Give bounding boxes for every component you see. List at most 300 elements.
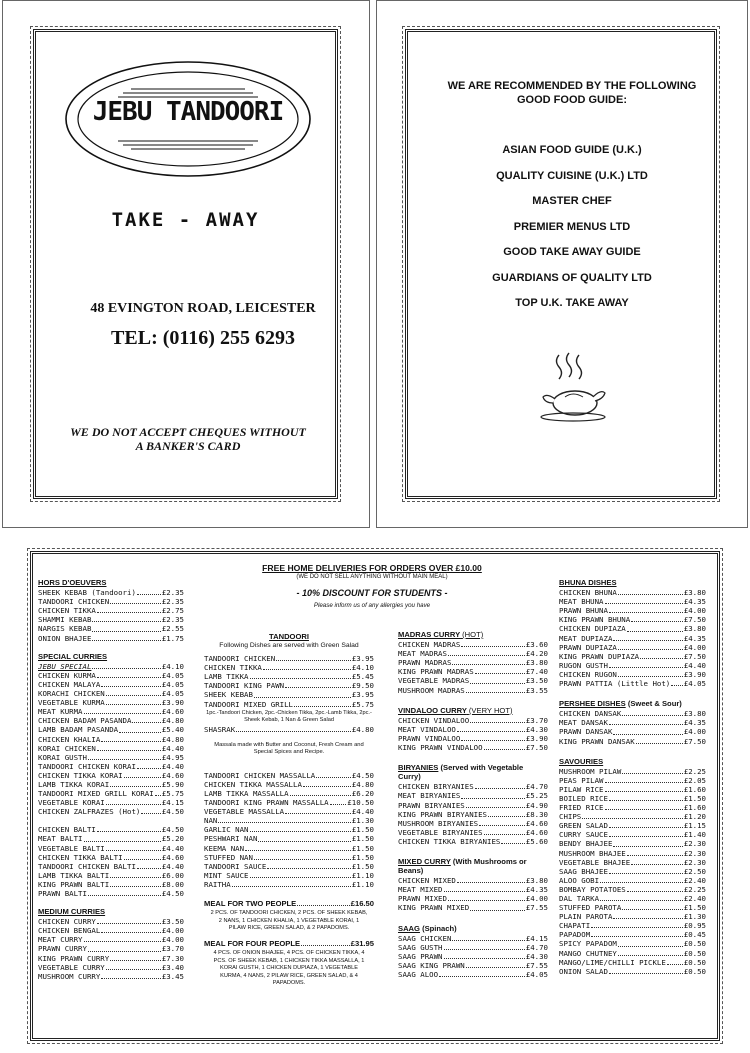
dotted-leader — [484, 828, 525, 835]
menu-item — [559, 794, 706, 803]
menu-item-name: PEAS PILAW — [559, 775, 604, 785]
menu-item-price: £4.05 — [161, 689, 184, 699]
section-title-tandoori: TANDOORI — [269, 632, 309, 641]
menu-item — [559, 615, 706, 624]
menu-item-name: TANDOORI MIXED GRILL — [204, 699, 293, 709]
dotted-leader — [461, 734, 524, 741]
menu-item — [559, 921, 706, 930]
menu-item-price: £5.25 — [525, 791, 548, 801]
menu-item — [559, 912, 706, 921]
cheque-notice — [43, 425, 333, 453]
menu-item — [38, 972, 184, 981]
menu-item-price: £5.20 — [161, 834, 184, 844]
menu-item — [559, 661, 706, 670]
telephone: TEL: (0116) 255 6293 — [111, 327, 295, 349]
menu-item-name: JEBU SPECIAL — [38, 661, 92, 671]
menu-item-name: MANGO/LIME/CHILLI PICKLE — [559, 957, 666, 967]
menu-item — [559, 867, 706, 876]
menu-item-price: £0.50 — [683, 957, 706, 967]
menu-item — [38, 954, 184, 963]
menu-item-name: TANDOORI CHICKEN KORAI — [38, 761, 136, 771]
menu-item — [398, 828, 548, 837]
guide-item: GOOD TAKE AWAY GUIDE — [503, 246, 641, 258]
menu-item-name: KING PRAWN VINDALOO — [398, 743, 483, 753]
saag-list — [398, 934, 548, 979]
menu-item-price: £4.05 — [525, 970, 548, 979]
menu-item — [559, 830, 706, 839]
menu-item — [38, 963, 184, 972]
menu-item — [559, 821, 706, 830]
menu-item — [559, 885, 706, 894]
menu-item — [204, 654, 374, 663]
menu-item-price: £1.10 — [351, 870, 374, 880]
menu-item — [204, 825, 374, 834]
menu-item-price: £2.30 — [683, 857, 706, 867]
dotted-leader — [232, 880, 351, 887]
menu-item — [38, 698, 184, 707]
massala-list — [204, 771, 374, 889]
menu-item — [559, 670, 706, 679]
menu-item-name: SAAG BHAJEE — [559, 866, 608, 876]
menu-item-name: CHAPATI — [559, 921, 591, 931]
menu-item-name: CHICKEN TIKKA — [204, 663, 262, 673]
allergy-notice: Please inform us of any allergies you have — [313, 602, 431, 609]
dotted-leader — [484, 743, 525, 750]
menu-item — [559, 939, 706, 948]
menu-item-price: £4.70 — [525, 782, 548, 792]
dotted-leader — [470, 716, 525, 723]
menu-item-name: STUFFED NAN — [204, 852, 253, 862]
menu-item-name: GARLIC NAN — [204, 825, 249, 835]
menu-item-name: BOILED RICE — [559, 793, 608, 803]
dotted-leader — [448, 649, 525, 656]
menu-item — [398, 734, 548, 743]
menu-item-price: £2.25 — [683, 766, 706, 776]
dotted-leader — [285, 807, 351, 814]
dotted-leader — [609, 661, 683, 668]
menu-item-name: KING PRAWN BIRYANIES — [398, 809, 487, 819]
menu-item-name: TANDOORI CHICKEN BALTI — [38, 861, 136, 871]
menu-item-price: £2.55 — [161, 624, 184, 634]
dotted-leader — [88, 889, 161, 896]
menu-item-price: £0.95 — [683, 921, 706, 931]
menu-item-price: £5.40 — [161, 725, 184, 735]
menu-item — [204, 816, 374, 825]
dotted-leader — [636, 737, 683, 744]
menu-item-name: MUSHROOM CURRY — [38, 971, 101, 981]
menu-item — [38, 853, 184, 862]
delivery-title: FREE HOME DELIVERIES FOR ORDERS OVER £10.00 — [262, 563, 482, 573]
menu-item — [38, 789, 184, 798]
menu-item — [559, 624, 706, 633]
dotted-leader — [618, 588, 683, 595]
menu-item-name: ALOO GOBI — [559, 875, 600, 885]
menu-item-name: ONION SALAD — [559, 966, 608, 976]
menu-item-price: £3.50 — [525, 676, 548, 686]
menu-item — [559, 767, 706, 776]
menu-item-name: DAL TARKA — [559, 894, 600, 903]
takeaway-title: TAKE - AWAY — [111, 209, 260, 231]
menu-item-name: PRAWN VINDALOO — [398, 733, 461, 743]
menu-item-name: KING PRAWN BALTI — [38, 879, 110, 889]
menu-item-price: £4.35 — [683, 718, 706, 728]
menu-item — [38, 798, 184, 807]
menu-item-name: VEGETABLE KURMA — [38, 698, 105, 708]
menu-item-name: KING PRAWN DANSAK — [559, 736, 635, 746]
dotted-leader — [137, 862, 161, 869]
menu-item — [559, 894, 706, 903]
menu-item — [38, 926, 184, 935]
menu-item — [38, 862, 184, 871]
menu-item-price: £4.40 — [161, 761, 184, 771]
menu-item-price: £3.80 — [683, 624, 706, 634]
menu-item — [204, 834, 374, 843]
bhuna-list — [559, 588, 706, 688]
dotted-leader — [667, 958, 683, 965]
menu-item — [38, 615, 184, 624]
menu-item — [559, 709, 706, 718]
menu-item-price: £4.30 — [525, 724, 548, 734]
menu-item-name: SPICY PAPADOM — [559, 939, 617, 949]
guide-heading — [417, 79, 727, 107]
menu-item — [38, 680, 184, 689]
menu-item-name: MEAT VINDALOO — [398, 724, 456, 734]
menu-item-name: ONION BHAJEE — [38, 633, 92, 643]
menu-item — [38, 662, 184, 671]
menu-item-price: £4.05 — [161, 670, 184, 680]
menu-item-name: CHICKEN TIKKA — [38, 606, 96, 616]
notice-line-1: WE DO NOT ACCEPT CHEQUES WITHOUT — [70, 425, 306, 439]
menu-item-name: CHICKEN CURRY — [38, 917, 96, 927]
dotted-leader — [444, 952, 525, 959]
balti-list — [38, 825, 184, 898]
menu-item-price: £2.40 — [683, 875, 706, 885]
menu-item — [559, 597, 706, 606]
menu-item — [204, 844, 374, 853]
guide-item: PREMIER MENUS LTD — [513, 220, 631, 233]
dotted-leader — [466, 961, 525, 968]
menu-item-name: BOMBAY POTATOES — [559, 884, 626, 894]
dotted-leader — [88, 944, 161, 951]
dotted-leader — [92, 624, 160, 631]
menu-item-price: £4.20 — [525, 649, 548, 659]
guide-item: QUALITY CUISINE (U.K.) LTD — [496, 169, 648, 182]
menu-item-name: CHICKEN RUGON — [559, 669, 617, 679]
menu-item-name: PRAWN PATTIA (Little Hot) — [559, 679, 671, 689]
dotted-leader — [124, 853, 161, 860]
student-discount: - 10% DISCOUNT FOR STUDENTS - — [296, 588, 448, 598]
menu-item-name: SHEEK KEBAB — [204, 690, 253, 700]
menu-item-name: MEAT BHUNA — [559, 597, 604, 607]
dotted-leader — [137, 762, 161, 769]
dotted-leader — [618, 939, 683, 946]
menu-item-name: CHICKEN BENGAL — [38, 926, 101, 936]
dotted-leader — [110, 780, 161, 787]
dotted-leader — [609, 967, 683, 974]
menu-item-price: £4.40 — [161, 843, 184, 853]
menu-item-price: £5.90 — [161, 779, 184, 789]
dotted-leader — [627, 624, 683, 631]
menu-item — [204, 780, 374, 789]
dotted-leader — [444, 943, 525, 950]
menu-item-name: MINT SAUCE — [204, 870, 249, 880]
dotted-leader — [258, 834, 350, 841]
menu-item-price: £3.90 — [525, 733, 548, 743]
dotted-leader — [92, 634, 160, 641]
dotted-leader — [605, 803, 683, 810]
menu-item-name: TANDOORI CHICKEN — [204, 654, 276, 664]
menu-item — [398, 676, 548, 685]
dotted-leader — [582, 812, 683, 819]
menu-item — [38, 606, 184, 615]
menu-item-name: CHICKEN BADAM PASANDA — [38, 716, 132, 726]
menu-item-price: £0.50 — [683, 966, 706, 976]
section-title-savouries: SAVOURIES — [559, 756, 604, 766]
menu-item — [398, 782, 548, 791]
menu-item — [559, 727, 706, 736]
dotted-leader — [466, 801, 525, 808]
menu-item — [204, 880, 374, 889]
menu-item — [38, 735, 184, 744]
menu-item-price: £1.50 — [351, 843, 374, 853]
menu-item-name: KING PRAWN MADRAS — [398, 667, 474, 677]
dotted-leader — [444, 885, 525, 892]
dotted-leader — [110, 880, 161, 887]
menu-item-price: £4.80 — [351, 779, 374, 789]
menu-item — [398, 876, 548, 885]
dotted-leader — [613, 634, 682, 641]
dotted-leader — [254, 853, 351, 860]
menu-item-price: £5.75 — [351, 699, 374, 709]
menu-panel — [2, 537, 748, 1053]
menu-item-name: CHICKEN KURMA — [38, 670, 96, 680]
menu-item — [204, 681, 374, 690]
menu-item-name: SAAG CHICKEN — [398, 933, 452, 943]
dotted-leader — [475, 667, 525, 674]
menu-item — [398, 885, 548, 894]
dotted-leader — [97, 606, 161, 613]
dotted-leader — [254, 690, 351, 697]
menu-item-name: CHICKEN ZALFRAZES (Hot) — [38, 807, 141, 817]
menu-item-price: £2.75 — [161, 606, 184, 616]
menu-item-price: £4.80 — [161, 734, 184, 744]
dotted-leader — [609, 606, 683, 613]
dotted-leader — [631, 858, 683, 865]
menu-item-name: SAAG GUSTH — [398, 942, 443, 952]
dotted-leader — [137, 588, 161, 595]
menu-item — [38, 725, 184, 734]
dotted-leader — [609, 867, 683, 874]
menu-item-name: VEGETABLE BIRYANIES — [398, 827, 483, 837]
menu-item-name: LAMB BADAM PASANDA — [38, 725, 119, 735]
menu-item-name: CHICKEN MADRAS — [398, 640, 461, 650]
menu-item-name: MEAT KURMA — [38, 707, 83, 717]
menu-item — [398, 961, 548, 970]
menu-item — [559, 737, 706, 746]
menu-item — [204, 663, 374, 672]
menu-item — [398, 943, 548, 952]
dotted-leader — [101, 680, 160, 687]
menu-item-price: £1.30 — [683, 912, 706, 922]
dotted-leader — [119, 725, 161, 732]
section-title-medium: MEDIUM CURRIES — [38, 907, 106, 917]
section-title-mixed: MIXED CURRY (With Mushrooms or Beans) — [398, 856, 527, 876]
menu-item-price: £4.50 — [351, 770, 374, 780]
section-title-madras: MADRAS CURRY (HOT) — [398, 630, 484, 639]
dotted-leader — [671, 679, 683, 686]
menu-item-price: £4.00 — [161, 926, 184, 936]
dotted-leader — [609, 821, 683, 828]
notice-line-2: A BANKER'S CARD — [135, 439, 241, 453]
dotted-leader — [622, 903, 682, 910]
menu-item-price: £1.60 — [683, 784, 706, 794]
dotted-leader — [88, 753, 161, 760]
menu-item-name: KORAI GUSTH — [38, 752, 87, 762]
menu-item-name: TANDOORI SAUCE — [204, 861, 267, 871]
dotted-leader — [591, 921, 683, 928]
menu-item — [398, 667, 548, 676]
menu-item-price: £1.50 — [683, 903, 706, 913]
menu-item-price: £4.95 — [161, 752, 184, 762]
biryani-list — [398, 782, 548, 846]
menu-item-name: KING PRAWN CURRY — [38, 953, 110, 963]
menu-item: SHASRAK £4.80 — [204, 724, 374, 734]
menu-item-price: £2.30 — [683, 848, 706, 858]
guide-item: GUARDIANS OF QUALITY LTD — [492, 271, 652, 284]
menu-item-name: KORACHI CHICKEN — [38, 689, 105, 699]
menu-item — [38, 671, 184, 680]
menu-item — [204, 853, 374, 862]
dotted-leader — [106, 844, 161, 851]
dotted-leader — [605, 785, 683, 792]
menu-item-price: £4.50 — [161, 889, 184, 898]
vindaloo-list — [398, 716, 548, 752]
menu-item-name: PRAWN BALTI — [38, 889, 87, 898]
menu-item-price: £1.30 — [351, 816, 374, 826]
menu-item — [559, 634, 706, 643]
delivery-subtitle: (WE DO NOT SELL ANYTHING WITHOUT MAIN MEAL) — [296, 574, 448, 580]
mixed-grill-note: 1pc.-Tandoori Chicken, 2pc.-Chicken Tikka, 2pc.-Lamb Tikka, 2pc.-Sheek Kebab, 1 Nan & Green Salad — [206, 709, 372, 723]
menu-item-price: £4.05 — [683, 679, 706, 689]
menu-item-name: TANDOORI CHICKEN — [38, 597, 110, 607]
menu-item-price: £7.50 — [683, 651, 706, 661]
menu-item-price: £4.40 — [161, 743, 184, 753]
menu-item-name: SAAG ALOO — [398, 970, 439, 979]
menu-item-name: MEAT CURRY — [38, 935, 83, 945]
meal-four-row: MEAL FOR FOUR PEOPLE £31.95 — [204, 938, 374, 948]
menu-item-price: £3.90 — [683, 669, 706, 679]
menu-item-name: MUSHROOM PILAW — [559, 766, 622, 776]
menu-item-price: £5.45 — [351, 672, 374, 682]
menu-item-price: £0.50 — [683, 948, 706, 958]
dotted-leader — [330, 798, 347, 805]
menu-item-name: MEAT BALTI — [38, 834, 83, 844]
menu-item-price: £4.35 — [525, 885, 548, 895]
dotted-leader — [110, 871, 161, 878]
menu-item-price: £4.00 — [683, 727, 706, 737]
menu-item-name: RAITHA — [204, 879, 231, 889]
dotted-leader — [622, 709, 682, 716]
menu-item-name: MANGO CHUTNEY — [559, 948, 617, 958]
menu-item-price: £9.50 — [351, 681, 374, 691]
menu-item-name: CHIPS — [559, 812, 582, 822]
dotted-leader — [250, 672, 351, 679]
menu-item — [38, 844, 184, 853]
menu-item-price: £4.00 — [525, 894, 548, 904]
guide-heading-line-1: WE ARE RECOMMENDED BY THE FOLLOWING — [447, 80, 697, 92]
menu-item-name: CHICKEN BALTI — [38, 825, 96, 835]
menu-item-price: £4.60 — [161, 707, 184, 717]
restaurant-logo — [63, 59, 313, 179]
menu-item — [398, 903, 548, 912]
dotted-leader — [622, 767, 682, 774]
dotted-leader — [92, 662, 160, 669]
menu-item-name: LAMB TIKKA — [204, 672, 249, 682]
menu-item-name: LAMB TIKKA MASSALLA — [204, 788, 289, 798]
menu-item-name: SHAMMI KEBAB — [38, 615, 92, 625]
dotted-leader — [501, 837, 524, 844]
menu-item — [398, 934, 548, 943]
menu-item-price: £4.80 — [161, 716, 184, 726]
menu-item — [398, 725, 548, 734]
dotted-leader — [276, 654, 351, 661]
dotted-leader — [245, 844, 351, 851]
menu-item-price: £4.40 — [161, 861, 184, 871]
menu-item-price: £5.60 — [525, 836, 548, 846]
menu-item-price: £3.70 — [525, 715, 548, 725]
savouries-list — [559, 767, 706, 976]
menu-item-name: PRAWN MIXED — [398, 894, 447, 904]
menu-item-price: £2.30 — [683, 839, 706, 849]
menu-item — [38, 597, 184, 606]
menu-item — [38, 753, 184, 762]
menu-item-price: £1.50 — [683, 793, 706, 803]
dotted-leader — [218, 816, 350, 823]
dotted-leader — [101, 972, 160, 979]
menu-item-price: £3.70 — [161, 944, 184, 954]
dotted-leader — [609, 718, 683, 725]
menu-item-name: CHICKEN BIRYANIES — [398, 782, 474, 792]
menu-item-name: CURRY SAUCE — [559, 830, 608, 840]
menu-item — [38, 588, 184, 597]
menu-item-price: £7.50 — [525, 743, 548, 753]
menu-item-name: PRAWN MADRAS — [398, 658, 452, 668]
menu-item — [204, 771, 374, 780]
dotted-leader — [84, 935, 161, 942]
dotted-leader — [263, 663, 351, 670]
menu-item — [398, 640, 548, 649]
menu-item-price: £3.95 — [351, 654, 374, 664]
menu-column-2 — [204, 627, 374, 988]
section-title-pershee: PERSHEE DISHES (Sweet & Sour) — [559, 699, 682, 709]
menu-item-price: £7.50 — [683, 615, 706, 625]
menu-item-name: MUSHROOM BIRYANIES — [398, 818, 479, 828]
menu-item — [204, 690, 374, 699]
section-title-bhuna: BHUNA DISHES — [559, 578, 617, 587]
menu-item-name: CHICKEN KHALIA — [38, 734, 101, 744]
menu-item — [204, 871, 374, 880]
menu-item-price: £8.00 — [161, 879, 184, 889]
menu-item-price: £3.80 — [683, 588, 706, 598]
menu-item-name: MUSHROOM MADRAS — [398, 685, 465, 695]
dotted-leader — [97, 744, 161, 751]
dotted-leader — [631, 615, 683, 622]
menu-item — [38, 716, 184, 725]
menu-item-price: £1.75 — [161, 633, 184, 643]
menu-item-price: £3.80 — [525, 658, 548, 668]
dotted-leader — [316, 771, 351, 778]
menu-item — [38, 944, 184, 953]
